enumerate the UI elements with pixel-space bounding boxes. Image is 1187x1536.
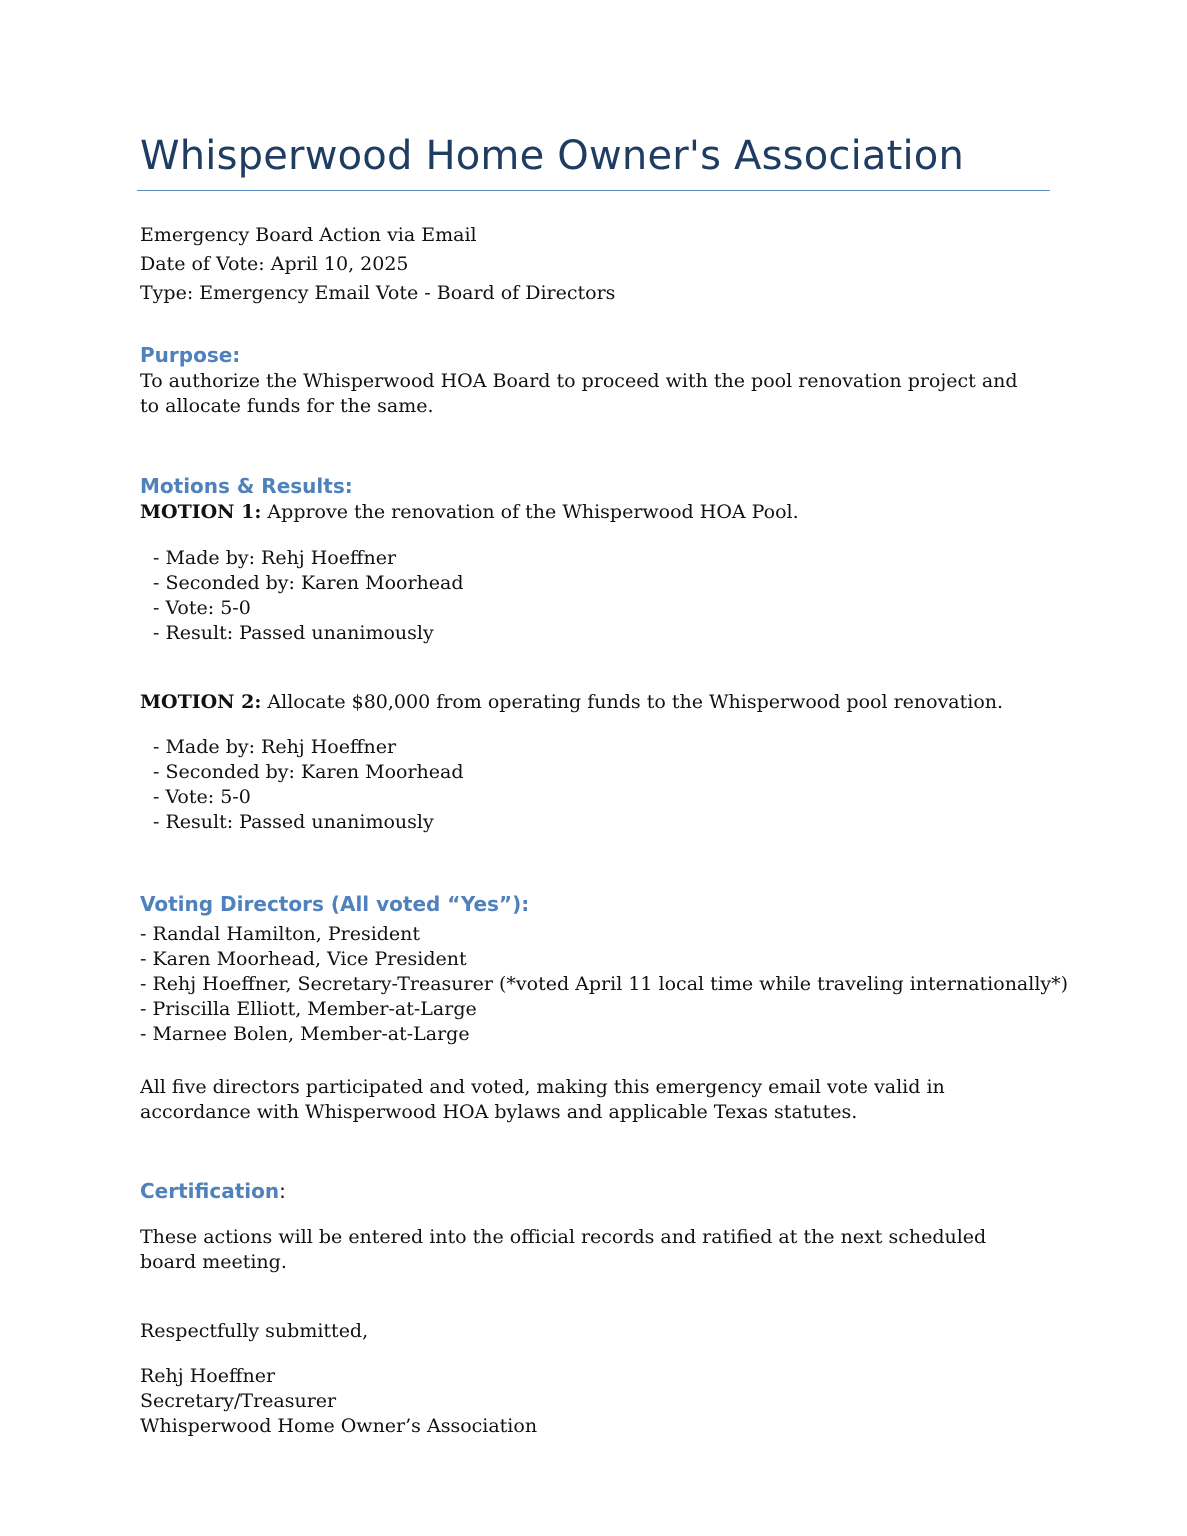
document-title: Whisperwood Home Owner's Association <box>140 133 965 179</box>
motion-1-label: MOTION 1: <box>140 501 262 523</box>
director-item: - Rehj Hoeffner, Secretary-Treasurer (*voted April 11 local time while traveling internationally*) <box>140 973 1069 995</box>
signature-block <box>140 1364 1040 1439</box>
intro-block <box>140 223 1040 306</box>
motion-2-text: Allocate $80,000 from operating funds to the Whisperwood pool renovation. <box>261 691 1004 713</box>
voting-summary-block <box>140 1075 1040 1125</box>
signer-role: Secretary/Treasurer <box>140 1390 337 1412</box>
voting-section <box>140 890 1069 1047</box>
certification-heading <box>140 1177 1040 1205</box>
intro-line-date: Date of Vote: April 10, 2025 <box>140 253 409 275</box>
voting-heading: Voting Directors (All voted “Yes”): <box>140 892 530 916</box>
purpose-section <box>140 341 1040 419</box>
motion-2-vote: - Vote: 5-0 <box>153 786 251 808</box>
intro-line-action: Emergency Board Action via Email <box>140 224 477 246</box>
certification-text: These actions will be entered into the official records and ratified at the next scheduled board meeting. <box>140 1226 987 1273</box>
director-item: - Marnee Bolen, Member-at-Large <box>140 1023 470 1045</box>
voting-summary: All five directors participated and voted, making this emergency email vote valid in accordance with Whisperwood HOA bylaws and applicable Texas statutes. <box>140 1076 945 1123</box>
motion-1-details <box>140 546 1053 646</box>
purpose-text: To authorize the Whisperwood HOA Board to proceed with the pool renovation project and to allocate funds for the same. <box>140 370 1018 417</box>
motion-1-seconded-by: - Seconded by: Karen Moorhead <box>153 572 464 594</box>
motion-1-result: - Result: Passed unanimously <box>153 622 434 644</box>
motion-1-made-by: - Made by: Rehj Hoeffner <box>153 547 397 569</box>
motion-2-result: - Result: Passed unanimously <box>153 811 434 833</box>
certification-colon: : <box>279 1179 286 1203</box>
motion-2-line <box>140 690 1040 715</box>
director-item: - Karen Moorhead, Vice President <box>140 948 467 970</box>
motion-2-block <box>140 690 1040 715</box>
motions-section <box>140 472 1040 525</box>
motion-2-label: MOTION 2: <box>140 691 262 713</box>
certification-text-block <box>140 1225 1040 1275</box>
director-item: - Randal Hamilton, President <box>140 923 421 945</box>
signer-name: Rehj Hoeffner <box>140 1365 276 1387</box>
closing-salutation-block <box>140 1319 1040 1344</box>
certification-heading-text: Certification <box>140 1179 280 1203</box>
motion-1-text: Approve the renovation of the Whisperwood HOA Pool. <box>261 501 799 523</box>
motion-2-made-by: - Made by: Rehj Hoeffner <box>153 736 397 758</box>
motion-1-vote: - Vote: 5-0 <box>153 597 251 619</box>
motion-2-seconded-by: - Seconded by: Karen Moorhead <box>153 761 464 783</box>
closing-salutation: Respectfully submitted, <box>140 1320 369 1342</box>
purpose-heading: Purpose: <box>140 343 241 367</box>
title-divider <box>137 190 1050 191</box>
motions-heading: Motions & Results: <box>140 474 353 498</box>
director-item: - Priscilla Elliott, Member-at-Large <box>140 998 477 1020</box>
motion-1-line <box>140 500 1040 525</box>
signer-organization: Whisperwood Home Owner’s Association <box>140 1415 538 1437</box>
motion-2-details <box>140 735 1053 835</box>
intro-line-type: Type: Emergency Email Vote - Board of Directors <box>140 282 616 304</box>
certification-section <box>140 1177 1040 1205</box>
